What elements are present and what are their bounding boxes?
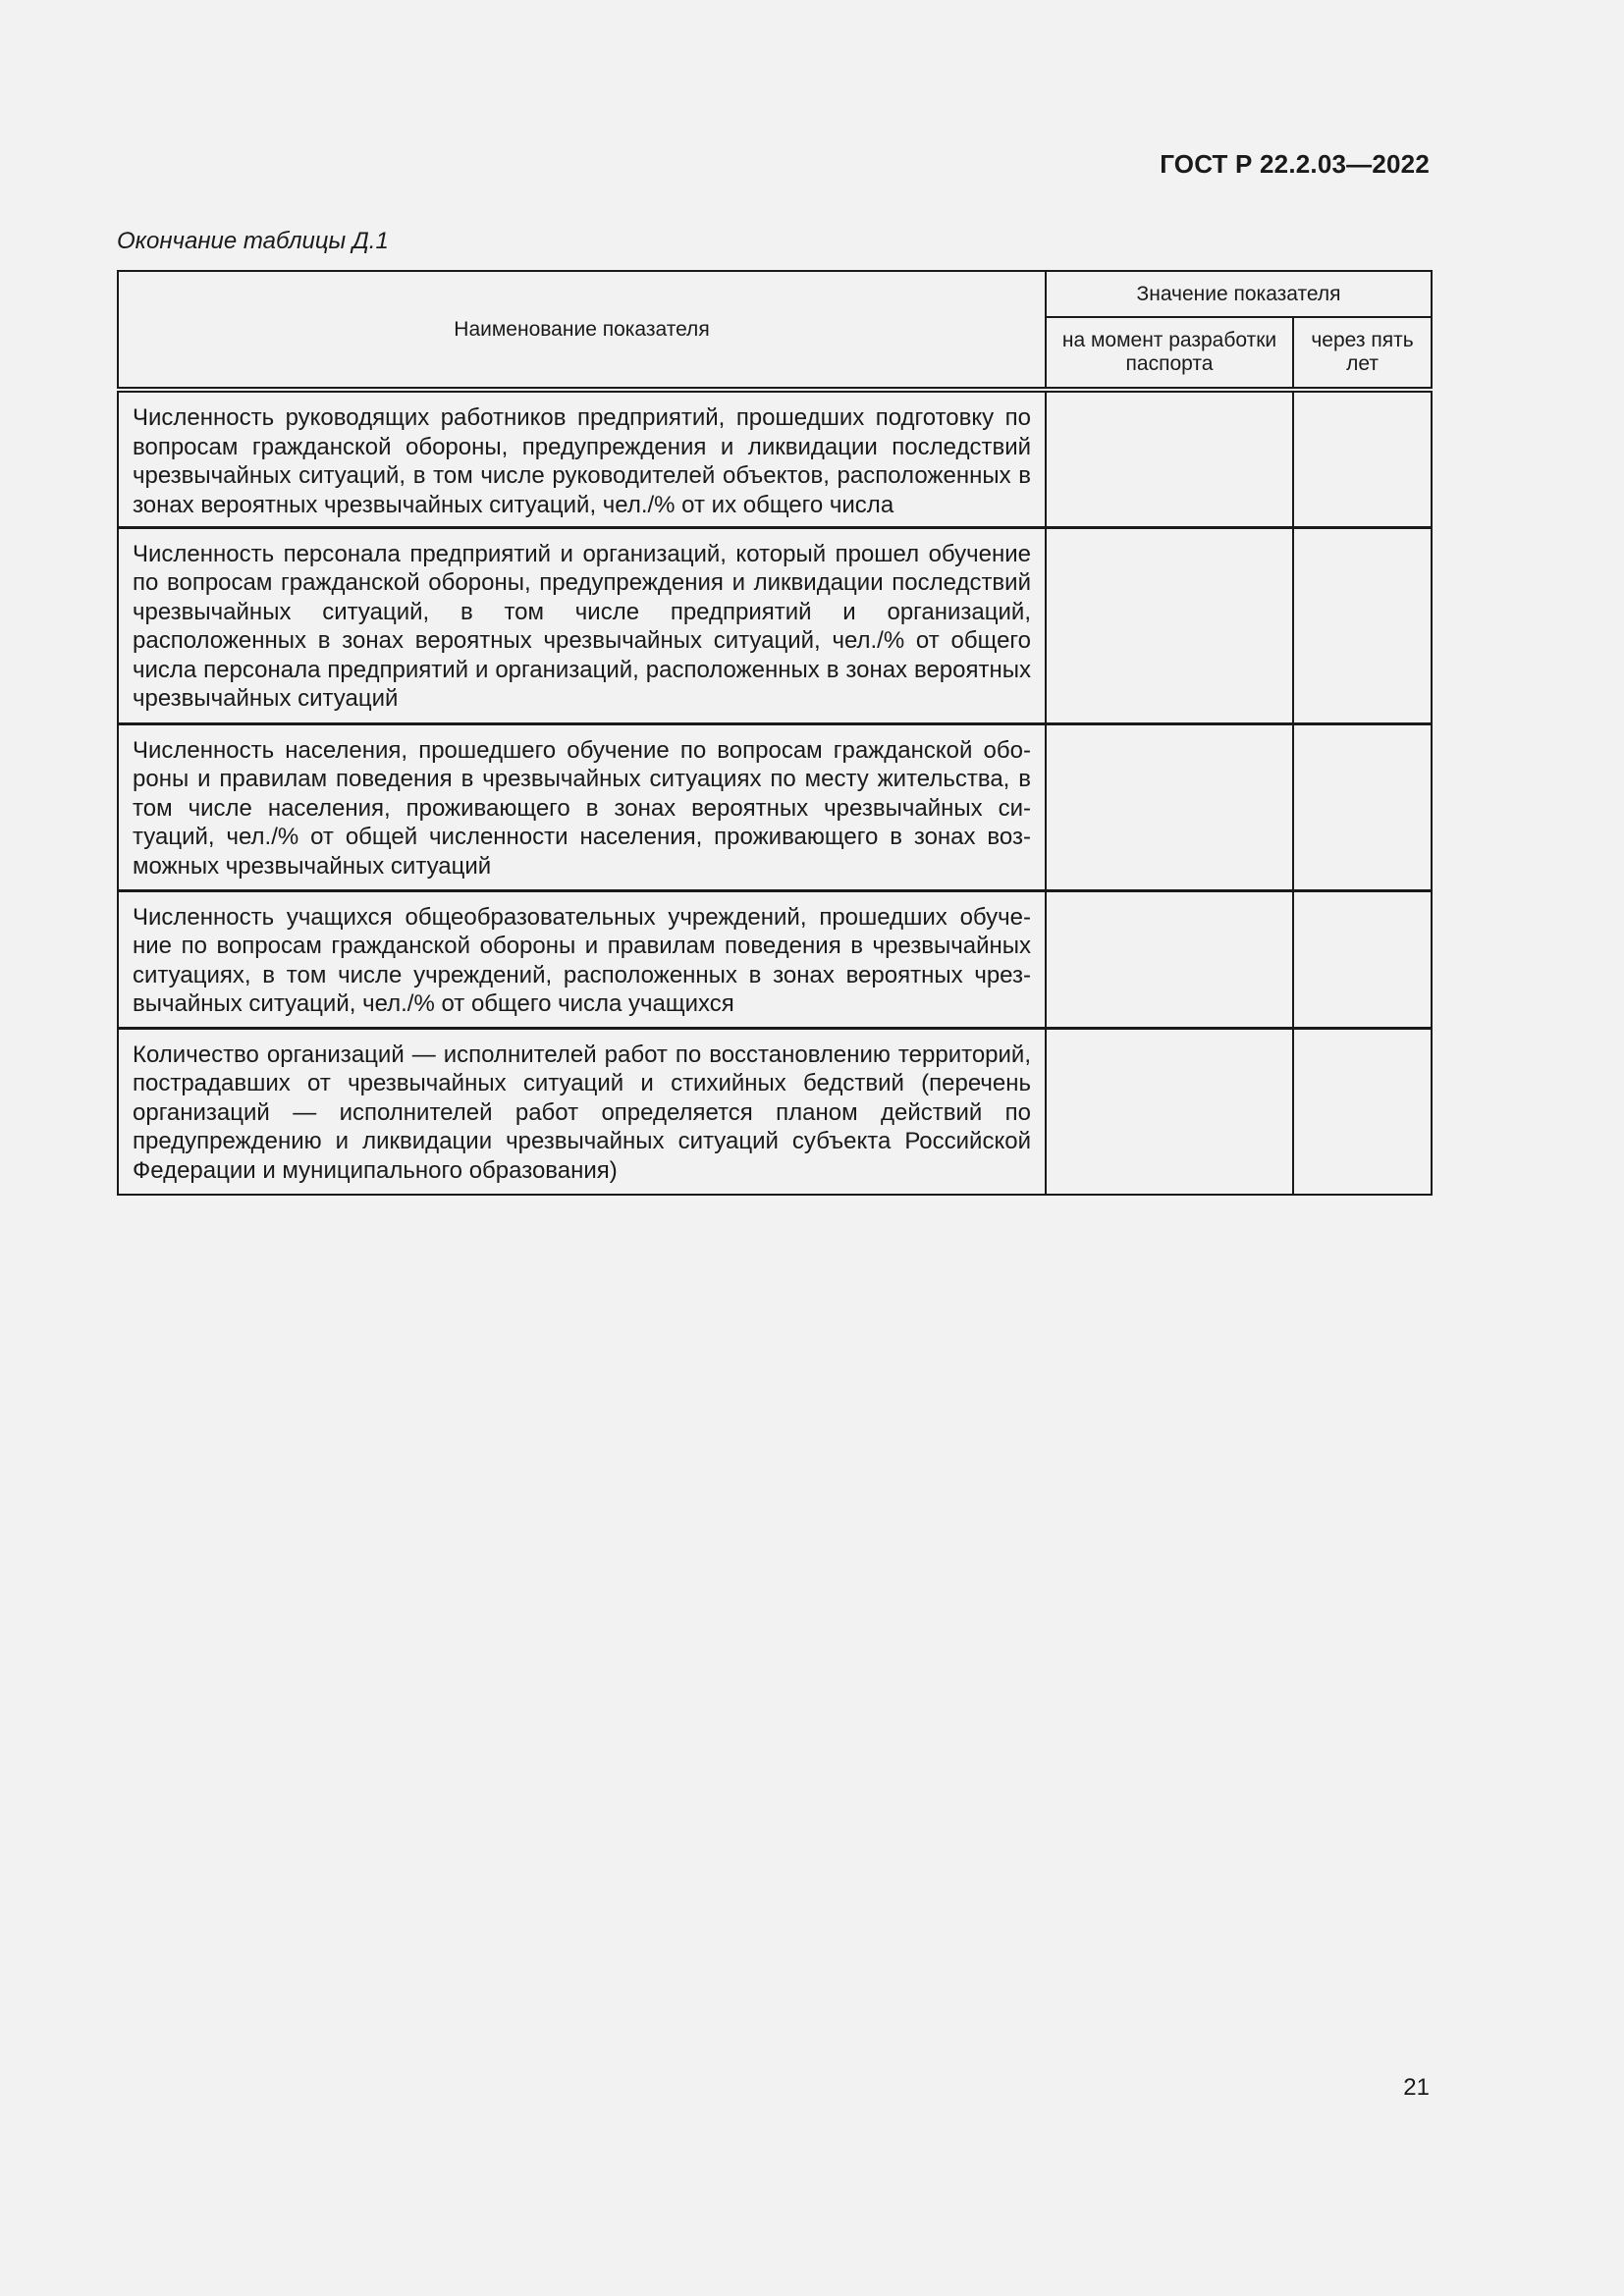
value-at-moment [1046,390,1293,527]
value-at-moment [1046,527,1293,723]
indicators-table [117,270,1433,1196]
indicator-name: Численность населения, прошедшего обучение по вопросам гражданской обороны и правилам поведения в чрезвычайных ситуациях по месту жительства, в том числе населения, проживающего в зонах вероятных чрезвычайных ситуаций, чел./% от общей численности населения, проживающего в зонах возможных чрезвычайных ситуаций [118,723,1046,890]
value-in-five-years [1293,1028,1432,1195]
column-header-value-group: Значение показателя [1046,271,1432,317]
document-number: ГОСТ Р 22.2.03—2022 [1160,149,1430,179]
value-in-five-years [1293,527,1432,723]
table-header [118,271,1432,390]
table-row [118,390,1432,527]
column-header-at-moment: на момент разработки паспорта [1046,317,1293,390]
indicator-name: Численность учащихся общеобразовательных учреждений, прошедших обучение по вопросам гражданской обороны и правилам поведения в чрезвычайных ситуациях, в том числе учреждений, расположенных в зонах вероятных чрезвычайных ситуаций, чел./% от общего числа учащихся [118,890,1046,1028]
indicator-name: Количество организаций — исполнителей работ по восстановлению территорий, пострадавших от чрезвычайных ситуаций и стихийных бедствий (перечень организаций — исполнителей работ определяется планом действий по предупреждению и ликвидации чрезвычайных ситуаций субъекта Российской Федерации и муниципального образования) [118,1028,1046,1195]
table-row [118,890,1432,1028]
table-row [118,527,1432,723]
value-in-five-years [1293,390,1432,527]
value-at-moment [1046,890,1293,1028]
value-in-five-years [1293,890,1432,1028]
value-at-moment [1046,1028,1293,1195]
column-header-in-five-years: через пять лет [1293,317,1432,390]
table-caption: Окончание таблицы Д.1 [117,228,389,254]
table-row [118,723,1432,890]
indicator-name: Численность персонала предприятий и организаций, который прошел обучение по вопросам гражданской обороны, предупреждения и ликвидации последствий чрезвычайных ситуаций, в том числе предприятий и организаций, расположенных в зонах вероятных чрезвычайных ситуаций, чел./% от общего числа персонала предприятий и организаций, расположенных в зонах вероятных чрезвычайных ситуаций [118,527,1046,723]
value-in-five-years [1293,723,1432,890]
value-at-moment [1046,723,1293,890]
indicator-name: Численность руководящих работников предприятий, прошедших подготовку по вопросам гражданской обороны, предупреждения и ликвидации последствий чрезвычайных ситуаций, в том числе руководителей объектов, расположенных в зонах вероятных чрезвычайных ситуаций, чел./% от их общего числа [118,390,1046,527]
table-row [118,1028,1432,1195]
page-number: 21 [1403,2074,1430,2101]
column-header-name: Наименование показателя [118,271,1046,390]
